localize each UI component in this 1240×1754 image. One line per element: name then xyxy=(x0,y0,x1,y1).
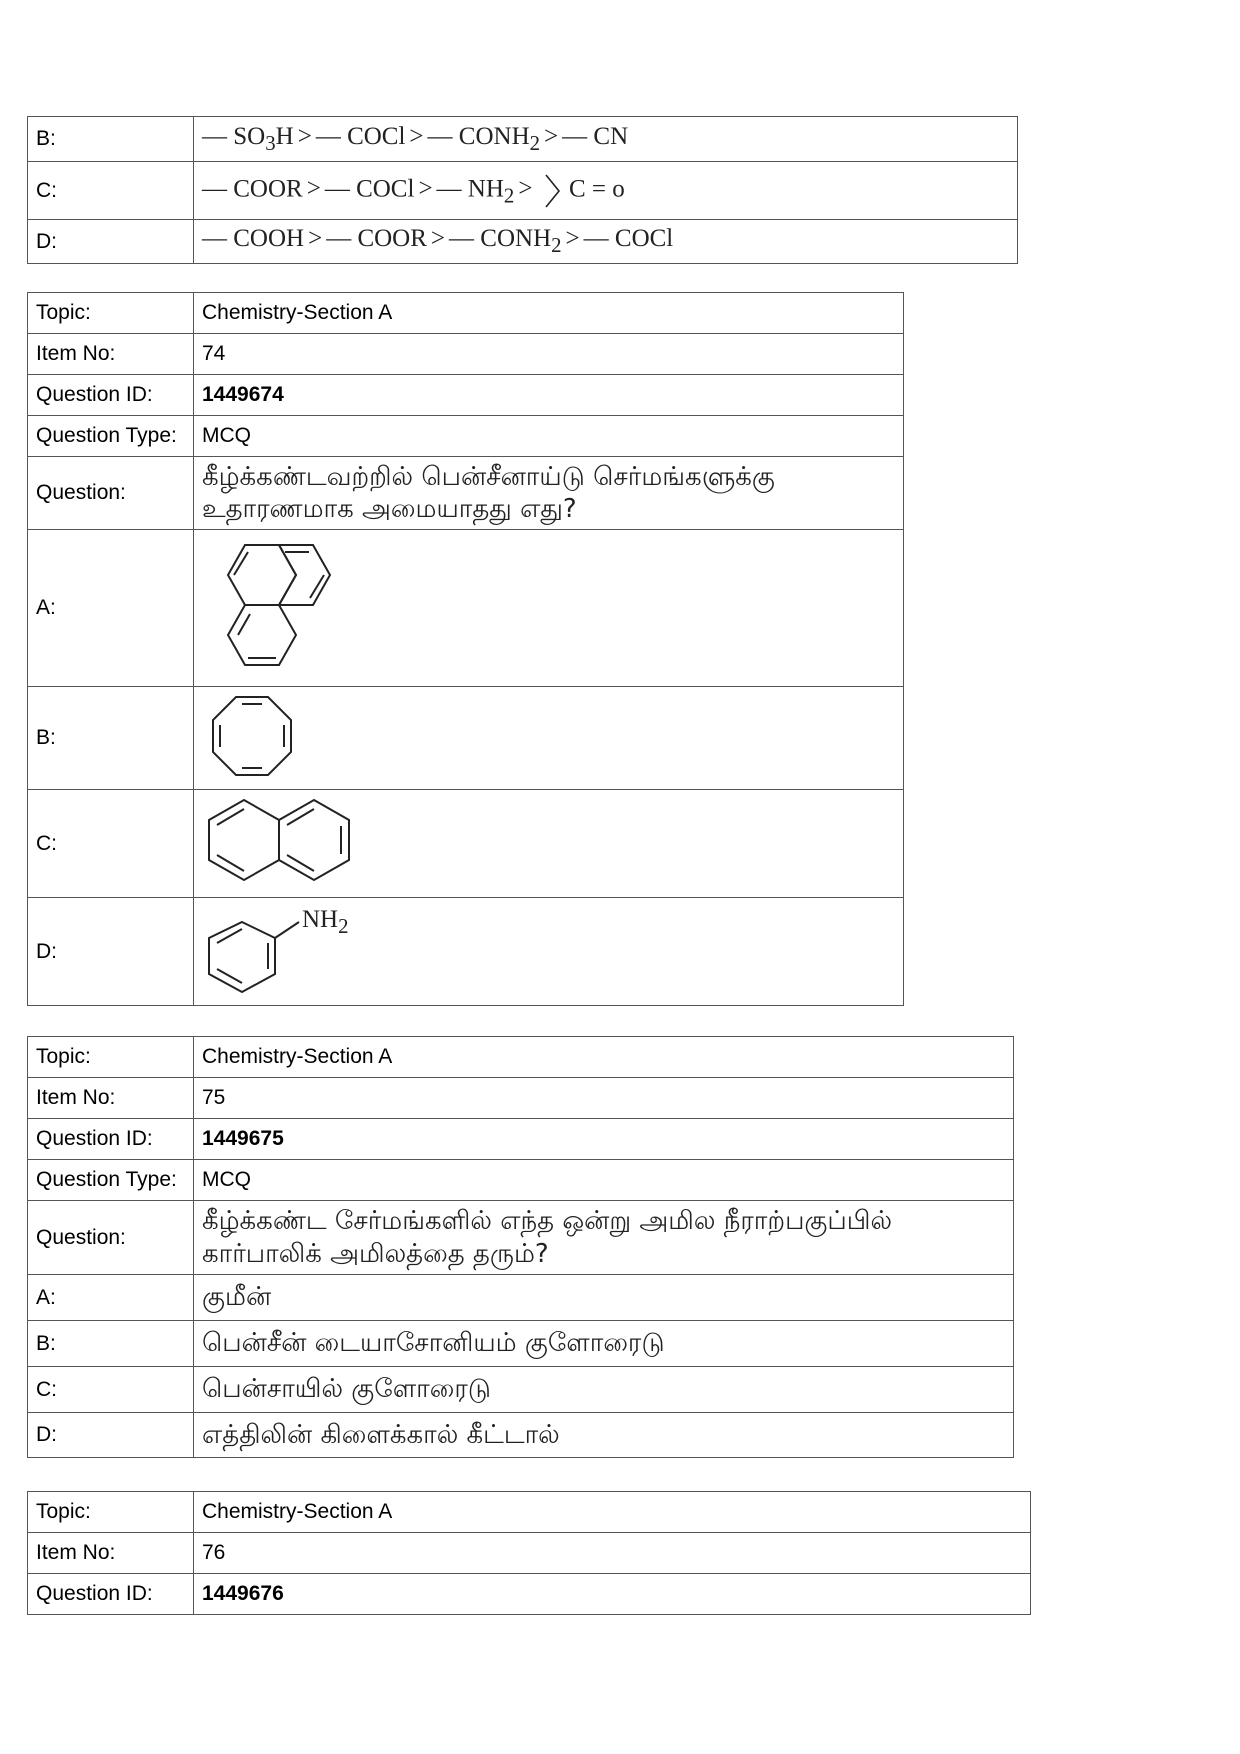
item-no-label: Item No: xyxy=(28,334,194,375)
question-74-table xyxy=(27,292,904,1006)
question-text xyxy=(194,1201,1014,1275)
formula-part: — COCl xyxy=(583,225,674,252)
naphthalene-structure-icon xyxy=(202,794,377,894)
topic-label: Topic: xyxy=(28,293,194,334)
option-c-text: பென்சாயில் குளோரைடு xyxy=(194,1367,1014,1413)
option-a-row xyxy=(28,530,904,687)
question-text xyxy=(194,457,904,530)
option-a-text: குமீன் xyxy=(194,1275,1014,1321)
ketone-bracket-icon xyxy=(543,171,563,211)
option-c-label: C: xyxy=(28,162,194,220)
previous-question-options-table xyxy=(27,116,1018,264)
question-line: கீழ்க்கண்ட சேர்மங்களில் எந்த ஒன்று அமில நீராற்பகுப்பில் xyxy=(202,1206,893,1236)
question-id-label: Question ID: xyxy=(28,375,194,416)
question-line: கார்பாலிக் அமிலத்தை தரும்? xyxy=(202,1238,549,1269)
formula-sub: 2 xyxy=(503,183,515,208)
greater-than: > xyxy=(565,225,580,252)
topic-label: Topic: xyxy=(28,1492,194,1533)
option-b-label: B: xyxy=(28,1321,194,1367)
question-type-value: MCQ xyxy=(194,416,904,457)
topic-row xyxy=(28,1492,1031,1533)
option-c-label: C: xyxy=(28,1367,194,1413)
item-no-value: 74 xyxy=(194,334,904,375)
question-type-value: MCQ xyxy=(194,1160,1014,1201)
option-d-row xyxy=(28,1413,1014,1458)
question-label: Question: xyxy=(28,1201,194,1275)
option-b-formula xyxy=(194,117,1018,162)
option-b-row xyxy=(28,687,904,790)
item-no-row xyxy=(28,334,904,375)
item-no-value: 76 xyxy=(194,1533,1031,1574)
formula-part: — NH xyxy=(436,175,504,203)
option-a-structure xyxy=(194,530,904,687)
option-row xyxy=(28,220,1018,264)
formula-part: — CN xyxy=(562,122,629,150)
option-b-text: பென்சீன் டையாசோனியம் குளோரைடு xyxy=(194,1321,1014,1367)
topic-value: Chemistry-Section A xyxy=(194,1492,1031,1533)
item-no-value: 75 xyxy=(194,1078,1014,1119)
question-type-label: Question Type: xyxy=(28,416,194,457)
topic-row xyxy=(28,293,904,334)
greater-than: > xyxy=(297,122,312,150)
formula-sub: 3 xyxy=(265,130,276,155)
option-b-label: B: xyxy=(28,117,194,162)
option-c-formula xyxy=(194,162,1018,220)
greater-than: > xyxy=(418,175,433,203)
question-row xyxy=(28,457,904,530)
question-id-value: 1449675 xyxy=(194,1119,1014,1160)
formula-part: — SO xyxy=(202,122,266,150)
formula-sub: 2 xyxy=(551,233,562,257)
formula-part: — COCl xyxy=(324,175,415,203)
option-d-label: D: xyxy=(28,898,194,1006)
greater-than: > xyxy=(430,225,446,252)
option-d-text: எத்திலின் கிளைக்கால் கீட்டால் xyxy=(194,1413,1014,1458)
question-75-table xyxy=(27,1036,1014,1458)
formula-part: — COOR xyxy=(326,225,427,252)
question-id-label: Question ID: xyxy=(28,1119,194,1160)
cyclooctatetraene-structure-icon xyxy=(202,691,302,786)
topic-value: Chemistry-Section A xyxy=(194,1037,1014,1078)
question-76-table xyxy=(27,1491,1031,1615)
option-d-formula xyxy=(194,220,1018,264)
amine-text: NH xyxy=(302,905,339,933)
aniline-structure-icon xyxy=(202,902,377,1002)
option-c-structure xyxy=(194,790,904,898)
question-label: Question: xyxy=(28,457,194,530)
option-b-row xyxy=(28,1321,1014,1367)
question-line: கீழ்க்கண்டவற்றில் பென்சீனாய்டு செர்மங்களுக்கு xyxy=(202,461,775,492)
greater-than: > xyxy=(409,122,424,150)
option-a-label: A: xyxy=(28,1275,194,1321)
greater-than: > xyxy=(308,225,323,252)
item-no-row xyxy=(28,1533,1031,1574)
question-id-value: 1449674 xyxy=(194,375,904,416)
question-line: உதாரணமாக அமையாதது எது? xyxy=(202,494,577,524)
amine-sub: 2 xyxy=(338,913,349,938)
phenalene-structure-icon xyxy=(202,536,362,681)
formula-part: — CONH xyxy=(449,225,552,252)
question-type-row xyxy=(28,416,904,457)
formula-sub: 2 xyxy=(529,130,541,155)
question-id-row xyxy=(28,1119,1014,1160)
question-id-row xyxy=(28,1574,1031,1615)
question-row xyxy=(28,1201,1014,1275)
greater-than: > xyxy=(306,175,321,203)
option-d-label: D: xyxy=(28,220,194,264)
option-d-row xyxy=(28,898,904,1006)
amine-group-label xyxy=(302,906,349,939)
formula-part: H xyxy=(275,122,294,150)
question-type-row xyxy=(28,1160,1014,1201)
topic-row xyxy=(28,1037,1014,1078)
option-row xyxy=(28,162,1018,220)
greater-than: > xyxy=(544,122,559,150)
formula-part: — COCl xyxy=(315,122,406,150)
formula-part: — CONH xyxy=(427,122,530,150)
item-no-label: Item No: xyxy=(28,1533,194,1574)
formula-part: — COOR xyxy=(202,175,303,203)
formula-part: — COOH xyxy=(202,225,305,252)
option-a-label: A: xyxy=(28,530,194,687)
option-b-structure xyxy=(194,687,904,790)
option-a-row xyxy=(28,1275,1014,1321)
option-b-label: B: xyxy=(28,687,194,790)
question-id-row xyxy=(28,375,904,416)
topic-label: Topic: xyxy=(28,1037,194,1078)
option-row xyxy=(28,117,1018,162)
greater-than: > xyxy=(518,175,533,203)
question-id-value: 1449676 xyxy=(194,1574,1031,1615)
item-no-row xyxy=(28,1078,1014,1119)
item-no-label: Item No: xyxy=(28,1078,194,1119)
option-d-structure xyxy=(194,898,904,1006)
option-d-label: D: xyxy=(28,1413,194,1458)
option-c-row xyxy=(28,1367,1014,1413)
option-c-row xyxy=(28,790,904,898)
option-c-label: C: xyxy=(28,790,194,898)
topic-value: Chemistry-Section A xyxy=(194,293,904,334)
question-id-label: Question ID: xyxy=(28,1574,194,1615)
question-type-label: Question Type: xyxy=(28,1160,194,1201)
ketone-text: C = o xyxy=(568,175,625,203)
